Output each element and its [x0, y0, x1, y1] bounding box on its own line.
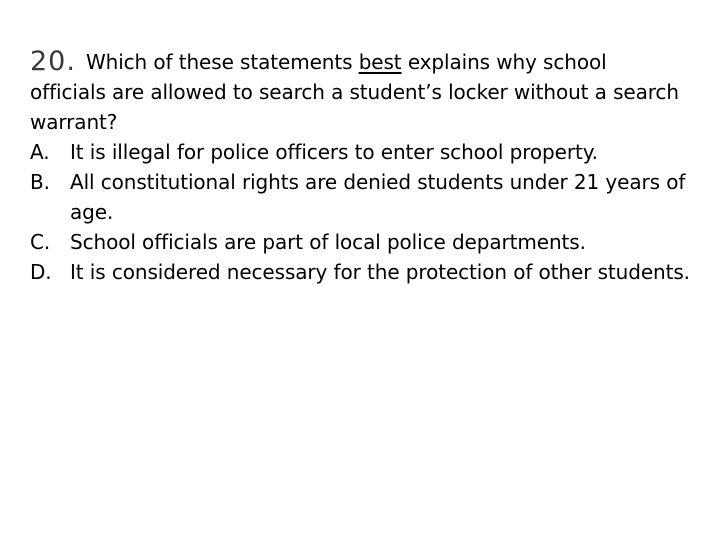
answer-option-d [30, 257, 700, 287]
answer-options [30, 137, 700, 287]
question-block [30, 47, 700, 287]
answer-option-c [30, 227, 700, 257]
option-text: It is illegal for police officers to enter school property. [70, 140, 598, 164]
option-text: School officials are part of local police departments. [70, 230, 586, 254]
answer-option-b [30, 167, 700, 227]
question-number: 20. [30, 46, 76, 77]
question-text-end: explains why school [407, 50, 607, 74]
option-letter: C. [30, 230, 51, 254]
option-text: It is considered necessary for the protection of other students. [70, 260, 690, 284]
answer-option-a [30, 137, 700, 167]
question-text-continued: officials are allowed to search a student’s locker without a search warrant? [30, 80, 679, 134]
option-letter: A. [30, 140, 50, 164]
question-emphasis: best [358, 50, 402, 74]
question-text-start: Which of these statements [85, 50, 353, 74]
option-letter: B. [30, 170, 50, 194]
question-first-line [30, 47, 700, 77]
option-text: All constitutional rights are denied students under 21 years of age. [70, 170, 686, 224]
option-letter: D. [30, 260, 52, 284]
